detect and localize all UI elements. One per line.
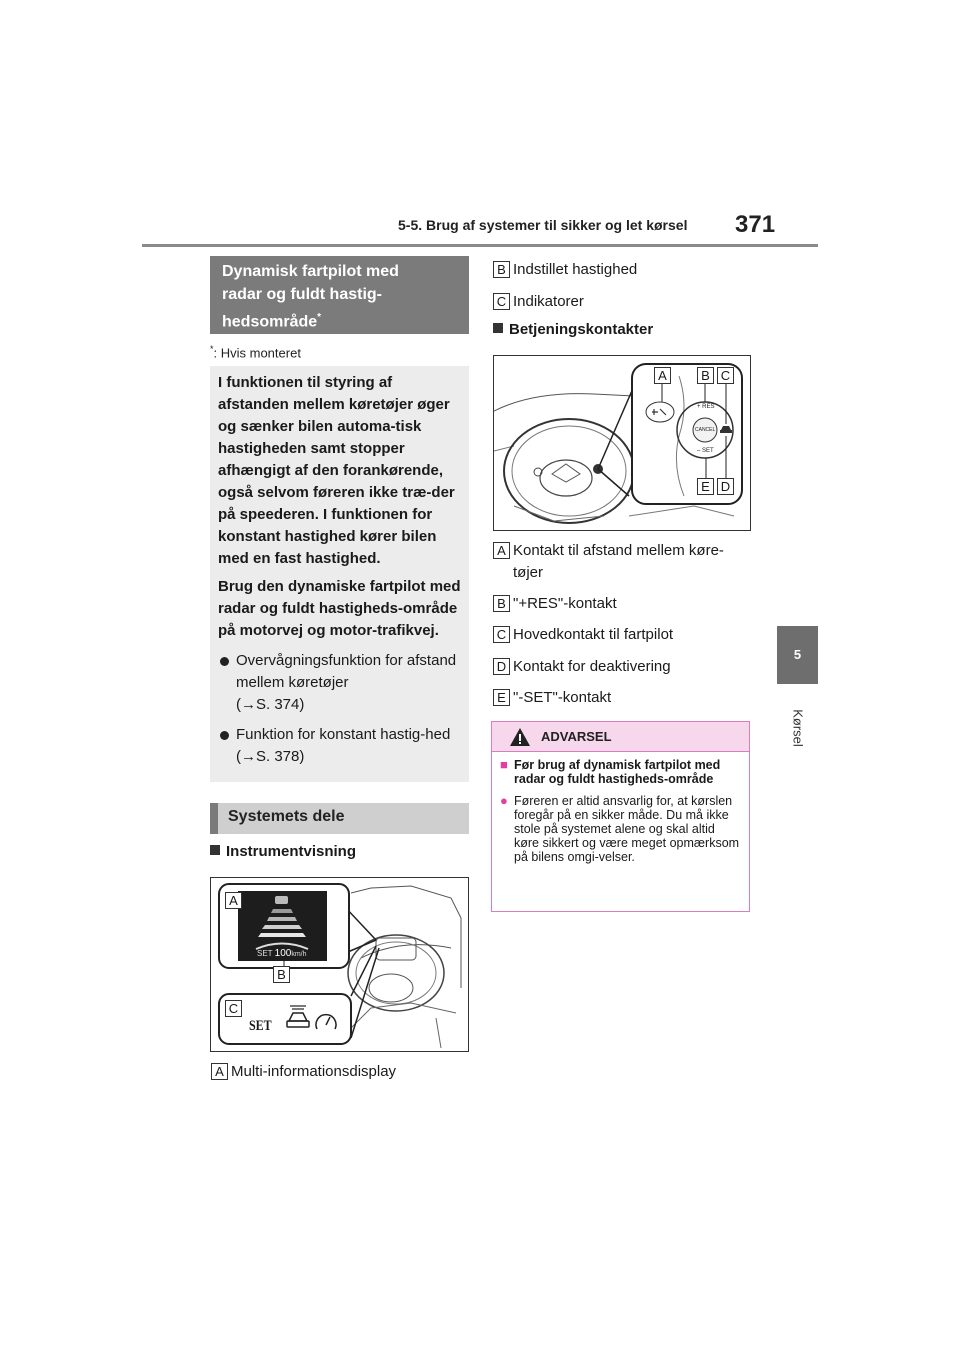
warning-header <box>492 722 749 752</box>
display-unit: km/h <box>291 951 307 958</box>
switch-label-a: A <box>654 367 671 384</box>
warning-subheading <box>500 758 741 786</box>
systems-heading: Systemets dele <box>210 803 469 834</box>
warning-subheading-text: Før brug af dynamisk fartpilot med radar og fuldt hastigheds-område <box>514 758 721 786</box>
square-bullet-icon <box>210 845 220 855</box>
instrument-subheading-text: Instrumentvisning <box>226 843 357 860</box>
switch-legend-label-a: A <box>493 542 510 559</box>
legend-label-c: C <box>493 293 510 310</box>
intro-bullet-1-text: Overvågningsfunktion for afstand mellem køretøjer <box>236 652 457 691</box>
chapter-tab[interactable]: 5 <box>777 626 818 684</box>
figure-label-c: C <box>225 1000 242 1017</box>
warning-text <box>500 794 741 864</box>
chapter-label <box>770 708 826 748</box>
chapter-label-text: Kørsel <box>790 709 806 747</box>
warning-body <box>492 752 749 868</box>
legend-text-a: Multi-informationsdisplay <box>231 1063 397 1080</box>
intro-bullet-2-text: Funktion for konstant hastig-hed <box>236 726 451 743</box>
intro-bullet-2 <box>218 724 461 768</box>
legend-item <box>493 540 751 584</box>
section-title: 5-5. Brug af systemer til sikker og let kørsel <box>398 217 688 233</box>
switch-label-b: B <box>697 367 714 384</box>
intro-bullet-2-ref[interactable]: (→S. 378) <box>236 748 305 765</box>
display-set-text <box>257 948 307 959</box>
switch-legend-label-d: D <box>493 658 510 675</box>
figure-label-b: B <box>273 966 290 983</box>
legend-item <box>493 593 751 615</box>
switch-legend-label-b: B <box>493 595 510 612</box>
res-text: + RES <box>697 404 715 410</box>
switch-subheading-text: Betjeningskontakter <box>509 321 654 338</box>
display-speed: 100 <box>274 948 292 959</box>
switch-legend-text-a: Kontakt til afstand mellem køre-tøjer <box>513 542 724 581</box>
legend-item <box>493 624 751 646</box>
intro-paragraph-2: Brug den dynamiske fartpilot med radar og fuldt hastigheds-område på motorvej og motor-trafikvej. <box>218 578 461 639</box>
instrument-figure <box>210 877 469 1052</box>
page-title <box>210 256 469 334</box>
pink-dot-icon: ● <box>500 793 508 808</box>
title-line-3-text: hedsområde <box>222 313 318 331</box>
legend-label-a: A <box>211 1063 228 1080</box>
footnote-mark: * <box>210 344 214 354</box>
legend-item <box>493 687 751 709</box>
switch-subheading <box>493 321 653 338</box>
legend-text-c: Indikatorer <box>513 293 584 310</box>
switch-label-d: D <box>717 478 734 495</box>
switch-legend-text-b: "+RES"-kontakt <box>513 595 617 612</box>
display-set: SET <box>257 949 273 958</box>
legend-label-b: B <box>493 261 510 278</box>
warning-triangle-icon <box>509 727 531 747</box>
legend-item <box>493 259 751 281</box>
intro-box <box>210 366 469 782</box>
legend-item <box>493 291 751 313</box>
title-line-1: Dynamisk fartpilot med <box>222 263 399 280</box>
pink-square-icon: ■ <box>500 757 508 772</box>
legend-text-b: Indstillet hastighed <box>513 261 638 278</box>
footnote-text: : Hvis monteret <box>213 345 301 361</box>
warning-box <box>491 721 750 912</box>
intro-bullet-1 <box>218 650 461 716</box>
intro-bullet-1-ref[interactable]: (→S. 374) <box>236 696 305 713</box>
title-asterisk: * <box>317 312 322 323</box>
switch-legend-text-c: Hovedkontakt til fartpilot <box>513 626 674 643</box>
set-text: – SET <box>697 448 714 454</box>
header-rule <box>142 244 818 247</box>
title-line-2: radar og fuldt hastig- <box>222 286 382 303</box>
legend-item <box>493 656 751 678</box>
switch-figure <box>493 355 751 531</box>
switch-label-c: C <box>717 367 734 384</box>
square-bullet-icon <box>493 323 503 333</box>
intro-paragraph-1: I funktionen til styring af afstanden mellem køretøjer øger og sænker bilen automa-tisk hastigheden samt stopper afhængigt af den forankørende, også selvom føreren ikke træ-der på speederen. I funktionen for konstant hastighed kører bilen med en fast hastighed. <box>218 374 455 567</box>
cancel-text: CANCEL <box>695 427 716 433</box>
switch-legend-text-d: Kontakt for deaktivering <box>513 658 671 675</box>
bullet-dot-icon <box>220 657 229 666</box>
warning-text-body: Føreren er altid ansvarlig for, at kørslen foregår på en sikker måde. Du må ikke stole på systemet alene og skal altid køre sikkert og være meget opmærksom på bilens omgi-velser. <box>514 794 740 864</box>
switch-legend-label-e: E <box>493 689 510 706</box>
figure-label-a: A <box>225 892 242 909</box>
instrument-subheading <box>210 843 356 860</box>
footnote <box>210 344 301 360</box>
title-line-3 <box>222 306 457 333</box>
legend-item <box>211 1061 469 1083</box>
page-number: 371 <box>735 211 776 238</box>
switch-legend-label-c: C <box>493 626 510 643</box>
warning-title: ADVARSEL <box>541 729 612 744</box>
switch-legend-text-e: "-SET"-kontakt <box>513 689 612 706</box>
indicator-set: SET <box>249 1018 272 1034</box>
switch-label-e: E <box>697 478 714 495</box>
bullet-dot-icon <box>220 731 229 740</box>
